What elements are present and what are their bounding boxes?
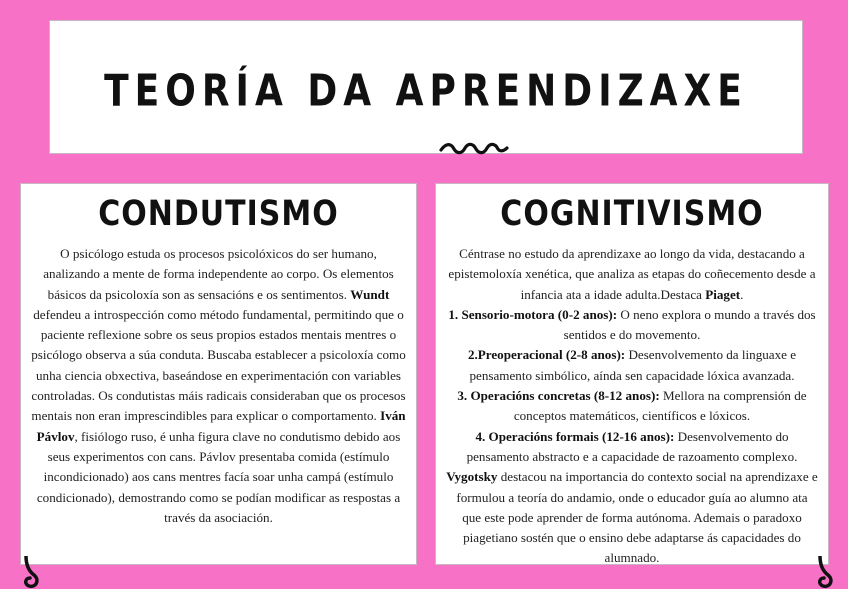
condutismo-paragraph-1: O psicólogo estuda os procesos psicolóxicos do ser humano, analizando a mente de forma independente ao corpo. Os elementos básicos da psicoloxía son as sensacións e os sentimentos. — [43, 246, 394, 302]
vygotsky-name: Vygotsky — [446, 469, 498, 485]
condutismo-title: CONDUTISMO — [98, 194, 339, 235]
cognitivismo-intro: Céntrase no estudo da aprendizaxe ao longo da vida, destacando a epistemoloxía xenética, que analiza as etapas do coñecemento desde a infancia ata a idade adulta.Destaca — [448, 246, 816, 302]
wundt-name: Wundt — [350, 286, 390, 302]
stage-3-text: Mellora na comprensión de conceptos matemáticos, científicos e lóxicos. — [513, 388, 807, 424]
cognitivismo-text — [436, 240, 828, 569]
squiggle-decoration — [438, 141, 510, 155]
left-hook-decoration — [20, 556, 42, 589]
condutismo-text — [21, 240, 416, 528]
piaget-period: . — [740, 286, 744, 302]
right-hook-decoration — [812, 556, 836, 589]
condutismo-paragraph-2: defendeu a introspección como método fundamental, permitindo que o paciente reflexione sobre os seus propios estados mentais mentres o psicólogo observa a súa conduta. Buscaba establecer a psicoloxía como unha ciencia obxectiva, baseándose en experimentación con variables controladas. Os condutistas máis radicais consideraban que os procesos mentais non eran imprescindibles para explicar o comportamento. — [31, 306, 406, 424]
vygotsky-text: destacou na importancia do contexto social na aprendizaxe e formulou a teoría do andamio, onde o educador guía ao alumno ata que este pode aprender de forma autónoma. Ademais o paradoxo piagetiano sostén que o ensino debe adaptarse ás capacidades do alumnado. — [456, 469, 818, 566]
stage-4-label: 4. Operacións formais (12-16 anos): — [475, 428, 675, 444]
condutismo-paragraph-3: , fisiólogo ruso, é unha figura clave no condutismo debido aos seus experimentos con cans. Pávlov presentaba comida (estímulo incondicionado) aos cans mentres facía soar unha campá (estímulo condicionado), demostrando como se podían modificar as respostas a través da asociación. — [36, 428, 401, 525]
stage-1-text: O neno explora o mundo a través dos sentidos e do movemento. — [563, 306, 816, 343]
page-title: TEORÍA DA APRENDIZAXE — [104, 67, 748, 117]
stage-1-label: 1. Sensorio-motora (0-2 anos): — [448, 306, 618, 322]
cognitivismo-title: COGNITIVISMO — [500, 194, 764, 235]
pavlov-name: Iván Pávlov — [36, 408, 406, 444]
stage-3-label: 3. Operacións concretas (8-12 anos): — [457, 388, 660, 404]
stage-4-text: Desenvolvemento do pensamento abstracto e a capacidade de razoamento complexo. — [466, 428, 798, 464]
stage-2-text: Desenvolvemento da linguaxe e pensamento simbólico, aínda sen capacidade lóxica avanzada. — [469, 347, 797, 383]
stage-2-label: 2.Preoperacional (2-8 anos): — [467, 347, 626, 363]
piaget-name: Piaget — [705, 286, 741, 302]
cognitivismo-card — [435, 183, 829, 565]
condutismo-card — [20, 183, 417, 565]
title-banner — [49, 20, 803, 154]
